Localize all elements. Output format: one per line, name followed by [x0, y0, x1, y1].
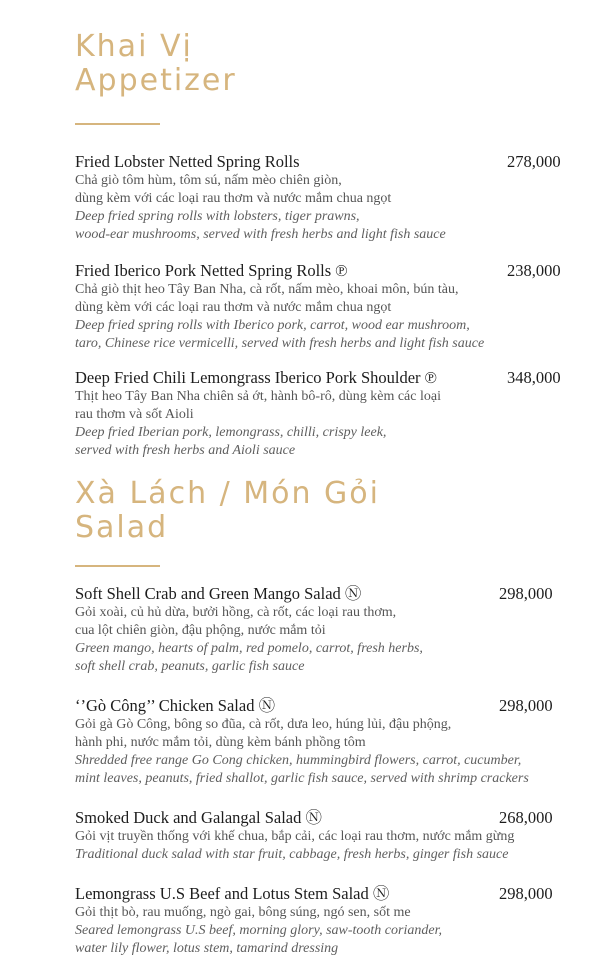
item-desc-en: soft shell crab, peanuts, garlic fish sauce	[75, 659, 305, 674]
salad-title-vi: Xà Lách / Món Gỏi	[75, 476, 380, 511]
salad-title-en: Salad	[75, 510, 169, 545]
item-desc-en: Deep fried spring rolls with lobsters, tiger prawns,	[75, 209, 360, 224]
menu-item	[75, 368, 441, 460]
item-name: ‘’Gò Công’’ Chicken Salad Ⓝ	[75, 696, 276, 715]
menu-item	[75, 584, 423, 676]
item-desc-en: Deep fried spring rolls with Iberico pork, carrot, wood ear mushroom,	[75, 318, 470, 333]
item-desc-vi: Gỏi gà Gò Công, bông so đũa, cà rốt, dưa leo, húng lủi, đậu phộng,	[75, 717, 452, 732]
menu-item	[75, 884, 442, 958]
salad-divider	[75, 565, 160, 567]
item-name: Fried Lobster Netted Spring Rolls	[75, 152, 300, 171]
item-desc-vi: Chả giò thịt heo Tây Ban Nha, cà rốt, nấm mèo, khoai môn, bún tàu,	[75, 282, 459, 297]
appetizer-title-en: Appetizer	[75, 63, 237, 98]
item-desc-en: Shredded free range Go Cong chicken, hummingbird flowers, carrot, cucumber,	[75, 753, 522, 768]
item-desc-en: Traditional duck salad with star fruit, cabbage, fresh herbs, ginger fish sauce	[75, 847, 509, 862]
item-desc-vi: dùng kèm với các loại rau thơm và nước mắm chua ngọt	[75, 300, 392, 315]
appetizer-title-vi: Khai Vị	[75, 29, 193, 64]
item-desc-vi: Gỏi thịt bò, rau muống, ngò gai, bông súng, ngó sen, sốt me	[75, 905, 411, 920]
item-desc-vi: rau thơm và sốt Aioli	[75, 407, 194, 422]
item-desc-vi: Thịt heo Tây Ban Nha chiên sả ớt, hành bô-rô, dùng kèm các loại	[75, 389, 441, 404]
item-name: Deep Fried Chili Lemongrass Iberico Pork Shoulder ℗	[75, 368, 438, 387]
item-price: 268,000	[499, 808, 553, 827]
item-price: 298,000	[499, 884, 553, 903]
item-desc-en: Green mango, hearts of palm, red pomelo, carrot, fresh herbs,	[75, 641, 423, 656]
item-name: Fried Iberico Pork Netted Spring Rolls ℗	[75, 261, 348, 280]
item-desc-en: mint leaves, peanuts, fried shallot, garlic fish sauce, served with shrimp crackers	[75, 771, 529, 786]
menu-item	[75, 261, 484, 353]
item-desc-en: Deep fried Iberian pork, lemongrass, chilli, crispy leek,	[75, 425, 387, 440]
item-desc-en: served with fresh herbs and Aioli sauce	[75, 443, 296, 458]
item-desc-vi: Chả giò tôm hùm, tôm sú, nấm mèo chiên giòn,	[75, 173, 342, 188]
item-desc-en: Seared lemongrass U.S beef, morning glory, saw-tooth coriander,	[75, 923, 442, 938]
item-desc-vi: Gỏi vịt truyền thống với khế chua, bắp cải, các loại rau thơm, nước mắm gừng	[75, 829, 515, 844]
item-price: 278,000	[507, 152, 561, 171]
item-price: 238,000	[507, 261, 561, 280]
menu-item	[75, 152, 446, 244]
item-desc-vi: dùng kèm với các loại rau thơm và nước mắm chua ngọt	[75, 191, 392, 206]
item-price: 298,000	[499, 584, 553, 603]
item-name: Smoked Duck and Galangal Salad Ⓝ	[75, 808, 322, 827]
item-desc-en: wood-ear mushrooms, served with fresh herbs and light fish sauce	[75, 227, 446, 242]
appetizer-divider	[75, 123, 160, 125]
item-price: 348,000	[507, 368, 561, 387]
menu-item	[75, 808, 514, 864]
item-price: 298,000	[499, 696, 553, 715]
item-name: Lemongrass U.S Beef and Lotus Stem Salad Ⓝ	[75, 884, 390, 903]
item-desc-vi: Gỏi xoài, củ hủ dừa, bưởi hồng, cà rốt, các loại rau thơm,	[75, 605, 397, 620]
item-desc-en: taro, Chinese rice vermicelli, served with fresh herbs and light fish sauce	[75, 336, 485, 351]
item-desc-en: water lily flower, lotus stem, tamarind dressing	[75, 941, 339, 956]
item-desc-vi: cua lột chiên giòn, đậu phộng, nước mắm tỏi	[75, 623, 326, 638]
item-name: Soft Shell Crab and Green Mango Salad Ⓝ	[75, 584, 362, 603]
menu-item	[75, 696, 529, 788]
item-desc-vi: hành phi, nước mắm tỏi, dùng kèm bánh phồng tôm	[75, 735, 366, 750]
